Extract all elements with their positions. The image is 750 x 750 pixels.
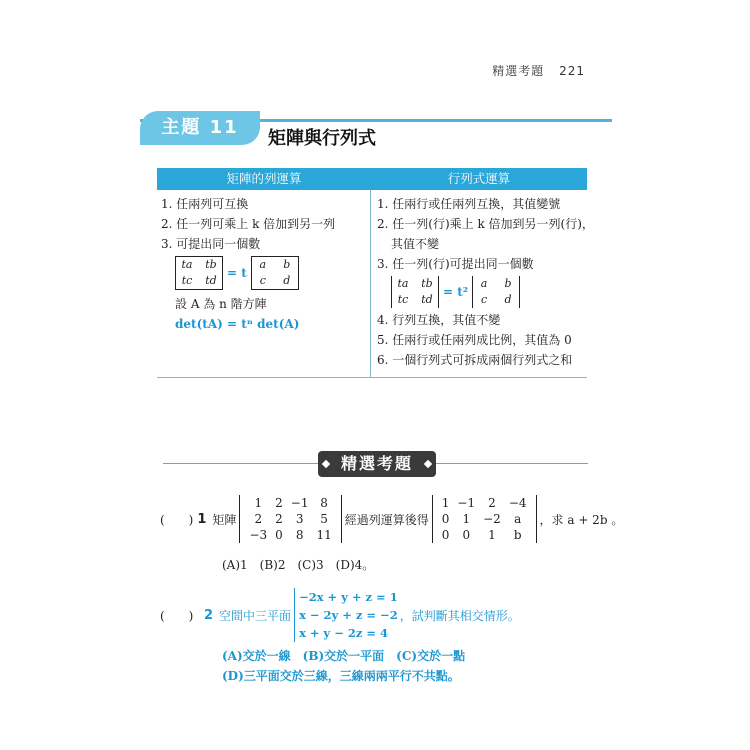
q2-option-line: (A)交於一線 (B)交於一平面 (C)交於一點 — [222, 649, 466, 663]
q2-equation-system — [294, 588, 398, 642]
list-item: 1. 任兩行或任兩列互換，其值變號 — [377, 197, 561, 211]
equation: x + y − 2z = 4 — [299, 626, 389, 640]
right-header: 行列式運算 — [447, 171, 511, 186]
topic-title: 矩陣與行列式 — [268, 128, 376, 149]
list-item: 4. 行列互換，其值不變 — [377, 313, 501, 327]
note: 設 A 為 n 階方陣 — [175, 297, 267, 311]
left-cell — [161, 194, 366, 334]
matrix-identity — [175, 256, 366, 290]
list-item: 6. 一個行列式可拆成兩個行列式之和 — [377, 353, 573, 367]
left-header: 矩陣的列運算 — [226, 171, 302, 186]
right-cell — [377, 194, 594, 370]
header-section: 精選考題 — [492, 64, 545, 78]
det-a: ta tb tc td — [391, 276, 439, 308]
topic-tab: 主題 11 — [140, 111, 260, 145]
list-item: 其值不變 — [391, 237, 440, 251]
page-header — [482, 62, 585, 79]
q2-post: ，試判斷其相交情形。 — [399, 608, 520, 623]
section-title: 精選考題 — [318, 451, 436, 477]
equation: −2x + y + z = 1 — [299, 590, 398, 604]
section-rule-left — [163, 463, 318, 464]
list-item: 2. 任一列可乘上 k 倍加到另一列 — [161, 217, 336, 231]
det-eq: = t² — [443, 285, 469, 299]
section-rule-right — [436, 463, 588, 464]
q2-option-line: (D)三平面交於三線，三線兩兩平行不共點。 — [222, 669, 460, 683]
list-item: 1. 任兩列可互換 — [161, 197, 249, 211]
list-item: 3. 可提出同一個數 — [161, 237, 261, 251]
det-formula: det(tA) = tⁿ det(A) — [175, 317, 300, 331]
question-number: 2 — [204, 607, 214, 623]
q1-matrix-2: 1 −1 2 −4 0 1 −2 a 0 0 1 b — [432, 495, 537, 543]
page-number: 221 — [559, 64, 585, 78]
list-item: 5. 任兩行或任兩列成比例，其值為 0 — [377, 333, 572, 347]
question-2 — [160, 588, 590, 642]
answer-paren: ( ) — [160, 512, 194, 527]
matrix-a: ta tb tc td — [175, 256, 223, 290]
table-header — [157, 168, 587, 190]
equation: x − 2y + z = −2 — [299, 608, 398, 622]
q2-options — [222, 646, 465, 686]
summary-table — [157, 168, 594, 378]
table-bottom-rule — [157, 377, 587, 378]
list-item: 2. 任一列(行)乘上 k 倍加到另一列(行)， — [377, 217, 594, 231]
q1-pre: 矩陣 — [212, 512, 237, 527]
list-item: 3. 任一列(行)可提出同一個數 — [377, 257, 534, 271]
q2-pre: 空間中三平面 — [219, 608, 292, 623]
q1-post: ，求 a + 2b 。 — [539, 512, 624, 527]
q1-mid: 經過列運算後得 — [344, 512, 429, 527]
det-identity — [391, 276, 587, 308]
q1-options: (A)1 (B)2 (C)3 (D)4。 — [222, 558, 375, 572]
question-1 — [160, 495, 624, 543]
det-b: a b c d — [472, 276, 520, 308]
q1-matrix-1: 1 2 −1 8 2 2 3 5 −3 0 8 11 — [239, 495, 341, 543]
matrix-eq: = t — [227, 266, 247, 280]
matrix-b: a b c d — [251, 256, 299, 290]
answer-paren: ( ) — [160, 608, 194, 623]
question-number: 1 — [197, 511, 207, 527]
table-divider — [370, 190, 371, 378]
